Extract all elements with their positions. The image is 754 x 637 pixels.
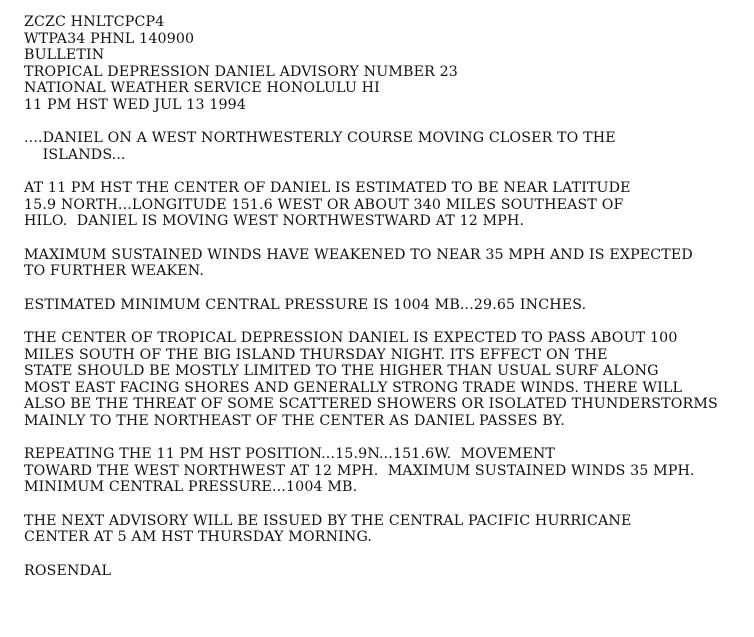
paragraph-gap: [24, 113, 748, 130]
paragraph-gap: [24, 230, 748, 247]
forecast-paragraph: [24, 330, 748, 429]
text-line: 15.9 NORTH...LONGITUDE 151.6 WEST OR ABOUT 340 MILES SOUTHEAST OF: [24, 196, 624, 213]
text-line: ALSO BE THE THREAT OF SOME SCATTERED SHOWERS OR ISOLATED THUNDERSTORMS: [24, 396, 718, 412]
header-line: TROPICAL DEPRESSION DANIEL ADVISORY NUMBER 23: [24, 63, 458, 80]
header-line: 11 PM HST WED JUL 13 1994: [24, 96, 247, 113]
header-line: BULLETIN: [24, 47, 105, 63]
text-line: THE NEXT ADVISORY WILL BE ISSUED BY THE CENTRAL PACIFIC HURRICANE: [24, 512, 632, 529]
text-line: MILES SOUTH OF THE BIG ISLAND THURSDAY NIGHT. ITS EFFECT ON THE: [24, 346, 608, 363]
text-line: STATE SHOULD BE MOSTLY LIMITED TO THE HIGHER THAN USUAL SURF ALONG: [24, 363, 659, 379]
text-line: CENTER AT 5 AM HST THURSDAY MORNING.: [24, 529, 373, 545]
paragraph-gap: [24, 546, 748, 563]
text-line: MAINLY TO THE NORTHEAST OF THE CENTER AS DANIEL PASSES BY.: [24, 412, 566, 429]
headline-paragraph: [24, 130, 748, 163]
paragraph-gap: [24, 496, 748, 513]
header-line: ZCZC HNLTCPCP4: [24, 14, 165, 30]
text-line: MAXIMUM SUSTAINED WINDS HAVE WEAKENED TO NEAR 35 MPH AND IS EXPECTED: [24, 246, 693, 263]
paragraph-gap: [24, 280, 748, 297]
header-line: NATIONAL WEATHER SERVICE HONOLULU HI: [24, 80, 380, 96]
header-line: WTPA34 PHNL 140900: [24, 30, 195, 47]
text-line: THE CENTER OF TROPICAL DEPRESSION DANIEL IS EXPECTED TO PASS ABOUT 100: [24, 330, 678, 346]
text-line: TOWARD THE WEST NORTHWEST AT 12 MPH. MAXIMUM SUSTAINED WINDS 35 MPH.: [24, 462, 695, 479]
text-line: HILO. DANIEL IS MOVING WEST NORTHWESTWARD AT 12 MPH.: [24, 213, 525, 229]
forecaster-name: ROSENDAL: [24, 562, 112, 579]
text-line: REPEATING THE 11 PM HST POSITION...15.9N...151.6W. MOVEMENT: [24, 446, 556, 462]
position-paragraph: [24, 180, 748, 230]
text-line: MINIMUM CENTRAL PRESSURE...1004 MB.: [24, 479, 358, 495]
advisory-document: [24, 14, 748, 579]
text-line: ....DANIEL ON A WEST NORTHWESTERLY COURSE MOVING CLOSER TO THE: [24, 130, 616, 146]
text-line: AT 11 PM HST THE CENTER OF DANIEL IS ESTIMATED TO BE NEAR LATITUDE: [24, 180, 631, 196]
text-line: TO FURTHER WEAKEN.: [24, 263, 205, 279]
pressure-paragraph: [24, 297, 748, 314]
paragraph-gap: [24, 163, 748, 180]
text-line: ISLANDS...: [24, 146, 126, 163]
paragraph-gap: [24, 429, 748, 446]
forecaster-signature: [24, 563, 748, 580]
paragraph-gap: [24, 313, 748, 330]
winds-paragraph: [24, 247, 748, 280]
next-advisory-paragraph: [24, 513, 748, 546]
repeating-position-paragraph: [24, 446, 748, 496]
text-line: ESTIMATED MINIMUM CENTRAL PRESSURE IS 1004 MB...29.65 INCHES.: [24, 296, 587, 313]
text-line: MOST EAST FACING SHORES AND GENERALLY STRONG TRADE WINDS. THERE WILL: [24, 379, 683, 396]
bulletin-header: [24, 14, 748, 113]
